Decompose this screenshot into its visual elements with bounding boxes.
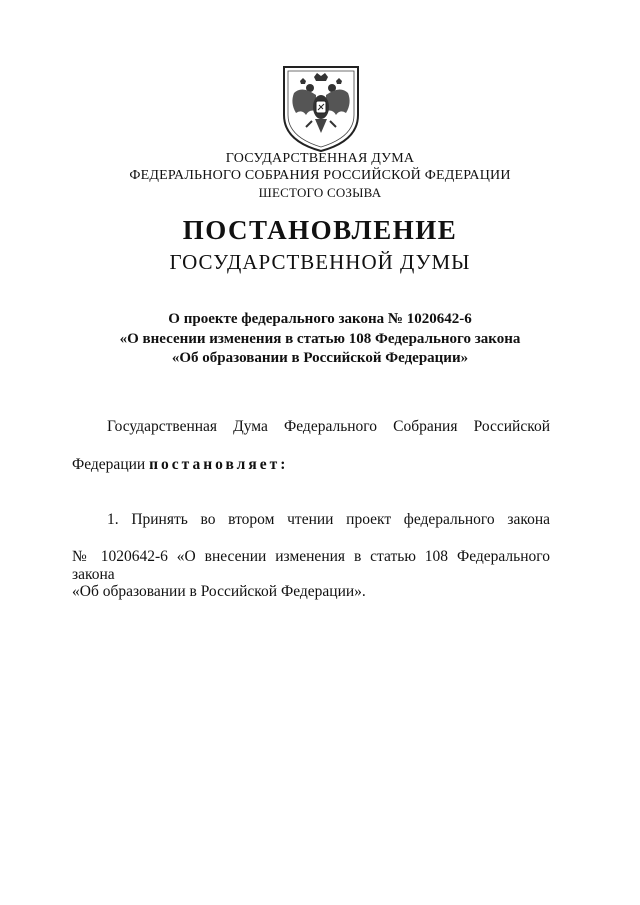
subject-line-2: «О внесении изменения в статью 108 Федерального закона	[119, 330, 521, 347]
subject-line-3: «Об образовании в Российской Федерации»	[171, 350, 469, 366]
document-title: ПОСТАНОВЛЕНИЕ	[182, 215, 458, 245]
header-line-convocation: ШЕСТОГО СОЗЫВА	[258, 185, 382, 200]
document-subtitle: ГОСУДАРСТВЕННОЙ ДУМЫ	[169, 250, 471, 274]
subject-line-1: О проекте федерального закона № 1020642-6	[168, 311, 472, 327]
coat-of-arms-emblem	[276, 63, 366, 153]
paragraph-item-1-line-1: 1. Принять во втором чтении проект федерального закона	[107, 511, 550, 528]
paragraph-preamble-line-2	[72, 456, 550, 474]
document-subject	[0, 310, 640, 369]
preamble-subject: Федерации	[72, 456, 146, 473]
paragraph-preamble-line-1: Государственная Дума Федерального Собрания Российской	[107, 418, 550, 435]
paragraph-item-1-line-2: № 1020642-6 «О внесении изменения в статью 108 Федерального закона	[72, 548, 550, 583]
issuer-header	[0, 150, 640, 201]
header-line-duma: ГОСУДАРСТВЕННАЯ ДУМА	[225, 151, 415, 166]
preamble-verb: постановляет:	[149, 456, 289, 473]
russian-coat-of-arms-icon	[276, 63, 366, 153]
header-line-assembly: ФЕДЕРАЛЬНОГО СОБРАНИЯ РОССИЙСКОЙ ФЕДЕРАЦИИ	[129, 168, 511, 183]
paragraph-item-1-line-3: «Об образовании в Российской Федерации».	[72, 583, 366, 600]
